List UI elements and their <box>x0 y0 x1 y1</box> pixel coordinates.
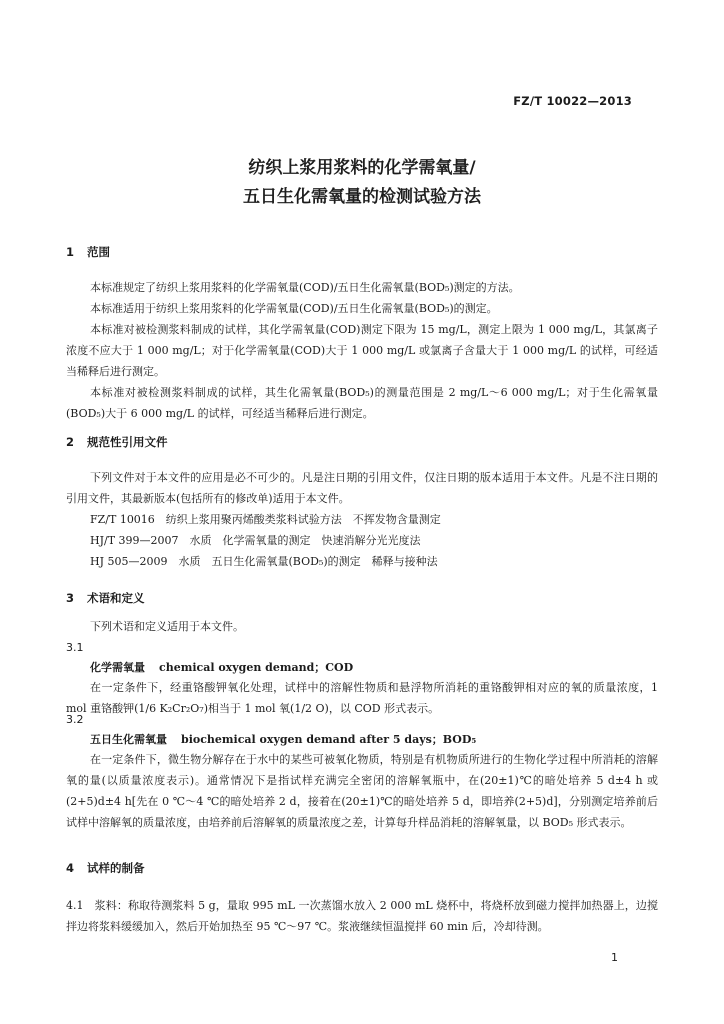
clause-number: 3.1 <box>66 641 84 654</box>
paragraph: 本标准规定了纺织上浆用浆料的化学需氧量(COD)/五日生化需氧量(BOD₅)测定的方法。 <box>90 281 520 294</box>
definition: 在一定条件下，经重铬酸钾氧化处理，试样中的溶解性物质和悬浮物所消耗的重铬酸钾相对应的氧的质量浓度，1 mol 重铬酸钾(1/6 K₂Cr₂O₇)相当于 1 mol 氧(1/2 O)，以 COD 形式表示。 <box>66 681 658 715</box>
section-1-heading <box>66 244 110 260</box>
paragraph: 本标准对被检测浆料制成的试样，其生化需氧量(BOD₅)的测量范围是 2 mg/L～6 000 mg/L；对于生化需氧量(BOD₅)大于 6 000 mg/L 的试样，可经适当稀释后进行测定。 <box>66 386 658 420</box>
term-zh: 五日生化需氧量 <box>90 733 167 746</box>
section-3-heading <box>66 590 145 606</box>
term-heading <box>90 729 476 750</box>
section-title: 规范性引用文件 <box>87 435 168 449</box>
paragraph: 4.1 浆料：称取待测浆料 5 g，量取 995 mL 一次蒸馏水放入 2 000 mL 烧杯中，将烧杯放到磁力搅拌加热器上，边搅拌边将浆料缓缓加入，然后开始加热至 95 ℃～97 ℃。浆液继续恒温搅拌 60 min 后，冷却待测。 <box>66 899 658 933</box>
reference-item: HJ 505—2009 水质 五日生化需氧量(BOD₅)的测定 稀释与接种法 <box>90 555 438 568</box>
paragraph: 本标准适用于纺织上浆用浆料的化学需氧量(COD)/五日生化需氧量(BOD₅)的测定。 <box>90 302 498 315</box>
reference-item: HJ/T 399—2007 水质 化学需氧量的测定 快速消解分光光度法 <box>90 534 421 547</box>
term-zh: 化学需氧量 <box>90 661 145 674</box>
title-line-2: 五日生化需氧量的检测试验方法 <box>243 187 481 207</box>
paragraph: 本标准对被检测浆料制成的试样，其化学需氧量(COD)测定下限为 15 mg/L，测定上限为 1 000 mg/L，其氯离子浓度不应大于 1 000 mg/L；对于化学需氧量(COD)大于 1 000 mg/L 或氯离子含量大于 1 000 mg/L 的试样，可经适当稀释后进行测定。 <box>66 323 658 378</box>
page-number: 1 <box>611 951 618 964</box>
clause-number: 3.2 <box>66 713 84 726</box>
term-en: chemical oxygen demand；COD <box>159 661 354 674</box>
section-number: 1 <box>66 245 75 259</box>
title-line-1: 纺织上浆用浆料的化学需氧量/ <box>248 158 476 178</box>
term-heading <box>90 657 353 678</box>
paragraph: 下列文件对于本文件的应用是必不可少的。凡是注日期的引用文件，仅注日期的版本适用于本文件。凡是不注日期的引用文件，其最新版本(包括所有的修改单)适用于本文件。 <box>66 471 658 505</box>
standard-code: FZ/T 10022—2013 <box>513 94 632 108</box>
section-title: 范围 <box>87 245 110 259</box>
reference-item: FZ/T 10016 纺织上浆用聚丙烯酸类浆料试验方法 不挥发物含量测定 <box>90 513 441 526</box>
section-number: 2 <box>66 435 75 449</box>
section-title: 试样的制备 <box>87 861 145 875</box>
term-en: biochemical oxygen demand after 5 days；BOD₅ <box>181 733 477 746</box>
section-title: 术语和定义 <box>87 591 145 605</box>
section-2-heading <box>66 434 168 450</box>
section-4-heading <box>66 860 145 876</box>
definition: 在一定条件下，微生物分解存在于水中的某些可被氧化物质，特别是有机物质所进行的生物化学过程中所消耗的溶解氧的量(以质量浓度表示)。通常情况下是指试样充满完全密闭的溶解氧瓶中，在(20±1)℃的暗处培养 5 d±4 h 或(2+5)d±4 h[先在 0 ℃～4 ℃的暗处培养 2 d，接着在(20±1)℃的暗处培养 5 d，即培养(2+5)d]，分别测定培养前后试样中溶解氧的质量浓度，由培养前后溶解氧的质量浓度之差，计算每升样品消耗的溶解氧量，以 BOD₅ 形式表示。 <box>66 753 658 829</box>
document-title <box>0 154 724 212</box>
paragraph: 下列术语和定义适用于本文件。 <box>90 620 244 633</box>
section-number: 3 <box>66 591 75 605</box>
section-number: 4 <box>66 861 75 875</box>
